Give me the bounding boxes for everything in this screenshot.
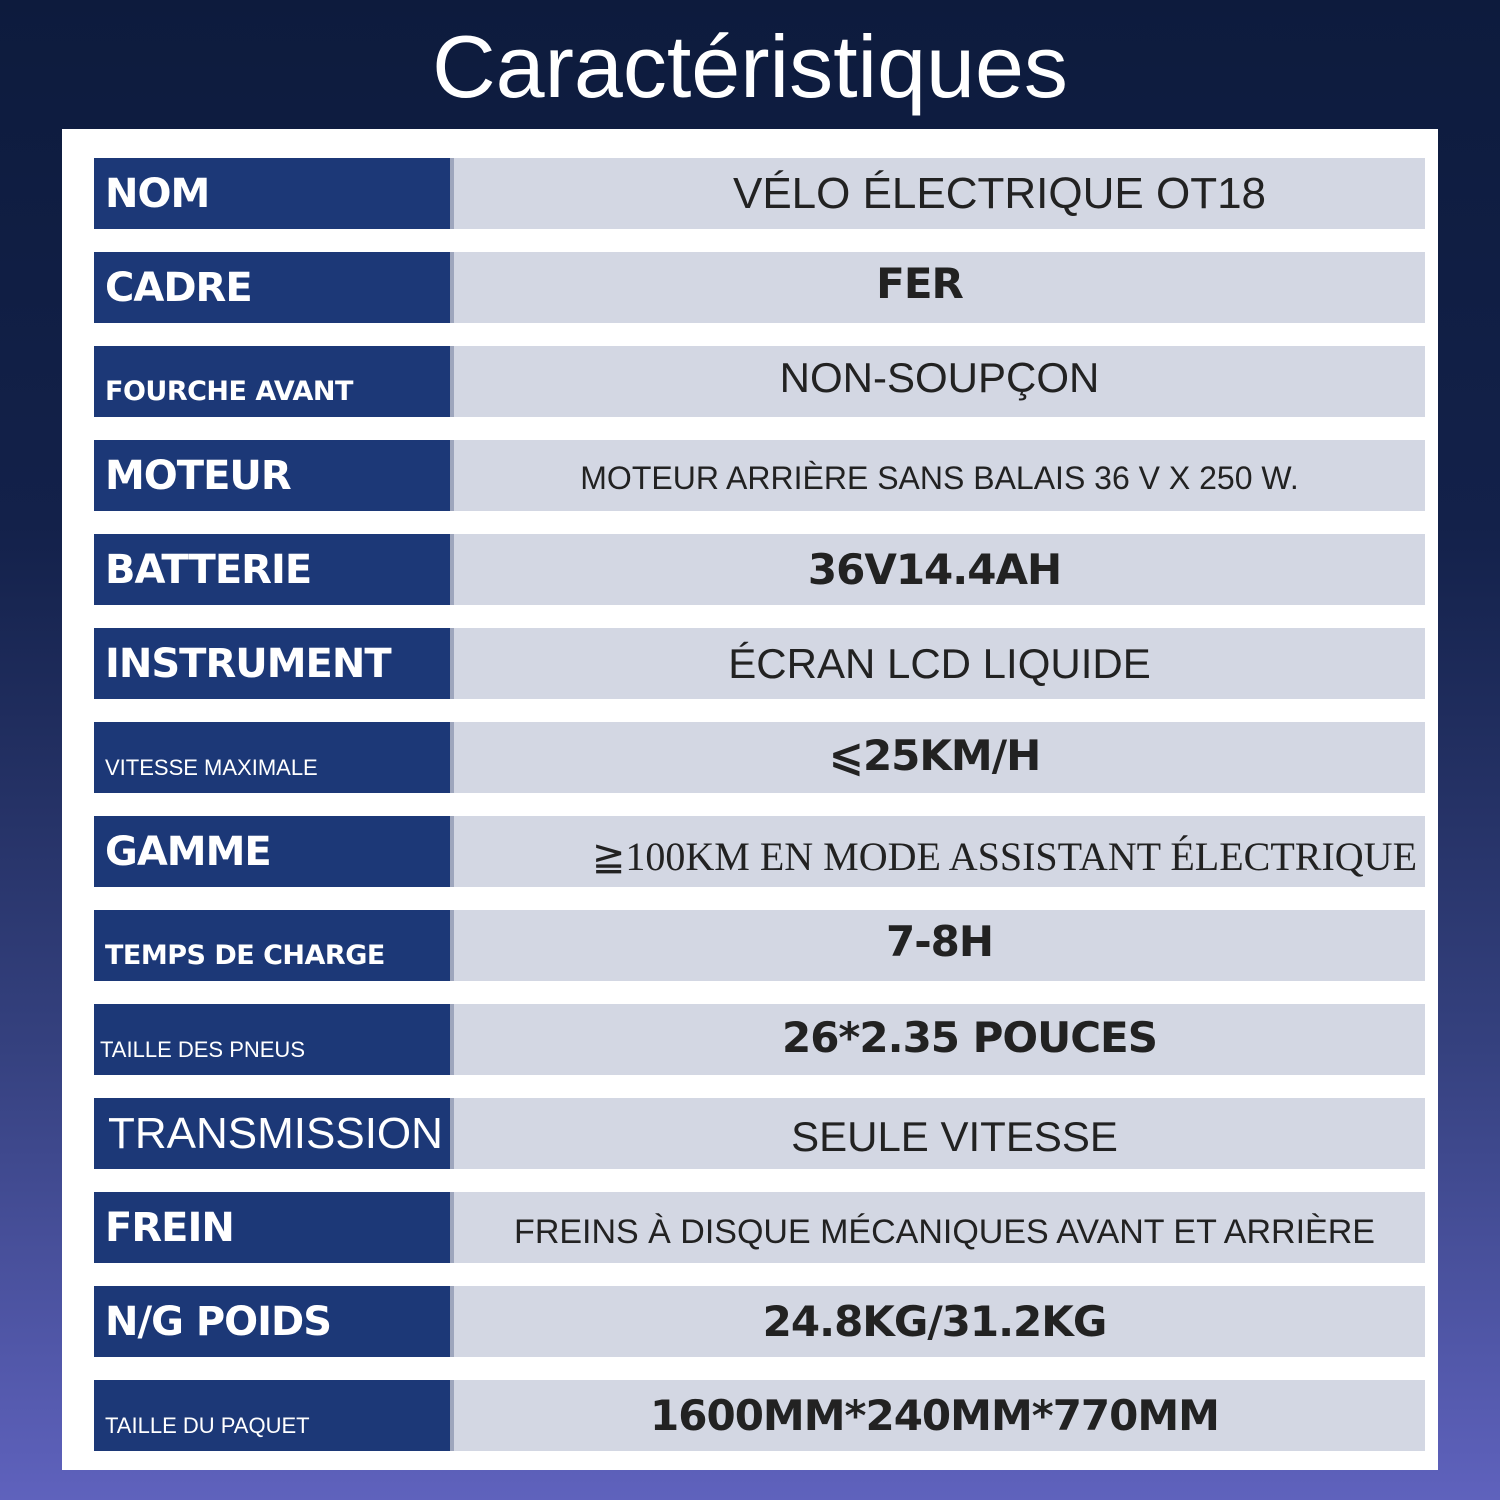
spec-row-instrument xyxy=(94,628,1425,699)
spec-label: NOM xyxy=(94,158,450,229)
spec-label: GAMME xyxy=(94,816,450,887)
spec-value: ÉCRAN LCD LIQUIDE xyxy=(454,628,1425,699)
spec-label: TAILLE DU PAQUET xyxy=(94,1380,450,1451)
spec-row-batterie xyxy=(94,534,1425,605)
spec-row-transmission xyxy=(94,1098,1425,1169)
spec-label: INSTRUMENT xyxy=(94,628,450,699)
spec-value: 26*2.35 POUCES xyxy=(454,1004,1425,1075)
page-title: Caractéristiques xyxy=(432,17,1068,116)
spec-label: VITESSE MAXIMALE xyxy=(94,722,450,793)
spec-label: TEMPS DE CHARGE xyxy=(94,910,450,981)
spec-label: BATTERIE xyxy=(94,534,450,605)
spec-row-temps-de-charge xyxy=(94,910,1425,981)
spec-value: 36V14.4AH xyxy=(454,534,1425,605)
spec-value: ⩽25KM/H xyxy=(454,722,1425,793)
spec-label: TRANSMISSION xyxy=(94,1098,450,1169)
spec-label: N/G POIDS xyxy=(94,1286,450,1357)
spec-row-taille-du-paquet xyxy=(94,1380,1425,1451)
spec-value: 7-8H xyxy=(454,910,1425,981)
spec-row-taille-des-pneus xyxy=(94,1004,1425,1075)
spec-row-cadre xyxy=(94,252,1425,323)
spec-value: VÉLO ÉLECTRIQUE OT18 xyxy=(454,158,1425,229)
spec-value: MOTEUR ARRIÈRE SANS BALAIS 36 V X 250 W. xyxy=(454,440,1425,511)
spec-label: CADRE xyxy=(94,252,450,323)
spec-row-moteur xyxy=(94,440,1425,511)
spec-row-vitesse-maximale xyxy=(94,722,1425,793)
spec-row-nom xyxy=(94,158,1425,229)
spec-value: 1600MM*240MM*770MM xyxy=(454,1380,1425,1451)
spec-row-ng-poids xyxy=(94,1286,1425,1357)
spec-label: FOURCHE AVANT xyxy=(94,346,450,417)
spec-value: SEULE VITESSE xyxy=(454,1098,1425,1169)
spec-label: FREIN xyxy=(94,1192,450,1263)
spec-value: FREINS À DISQUE MÉCANIQUES AVANT ET ARRIÈRE xyxy=(454,1192,1425,1263)
spec-value: 24.8KG/31.2KG xyxy=(454,1286,1425,1357)
spec-row-gamme xyxy=(94,816,1425,887)
spec-value: NON-SOUPÇON xyxy=(454,346,1425,417)
spec-value: ≧100KM EN MODE ASSISTANT ÉLECTRIQUE xyxy=(454,816,1425,887)
spec-value: FER xyxy=(454,252,1425,323)
spec-label: TAILLE DES PNEUS xyxy=(94,1004,450,1075)
spec-row-frein xyxy=(94,1192,1425,1263)
spec-label: MOTEUR xyxy=(94,440,450,511)
spec-table xyxy=(62,129,1438,1470)
spec-row-fourche-avant xyxy=(94,346,1425,417)
